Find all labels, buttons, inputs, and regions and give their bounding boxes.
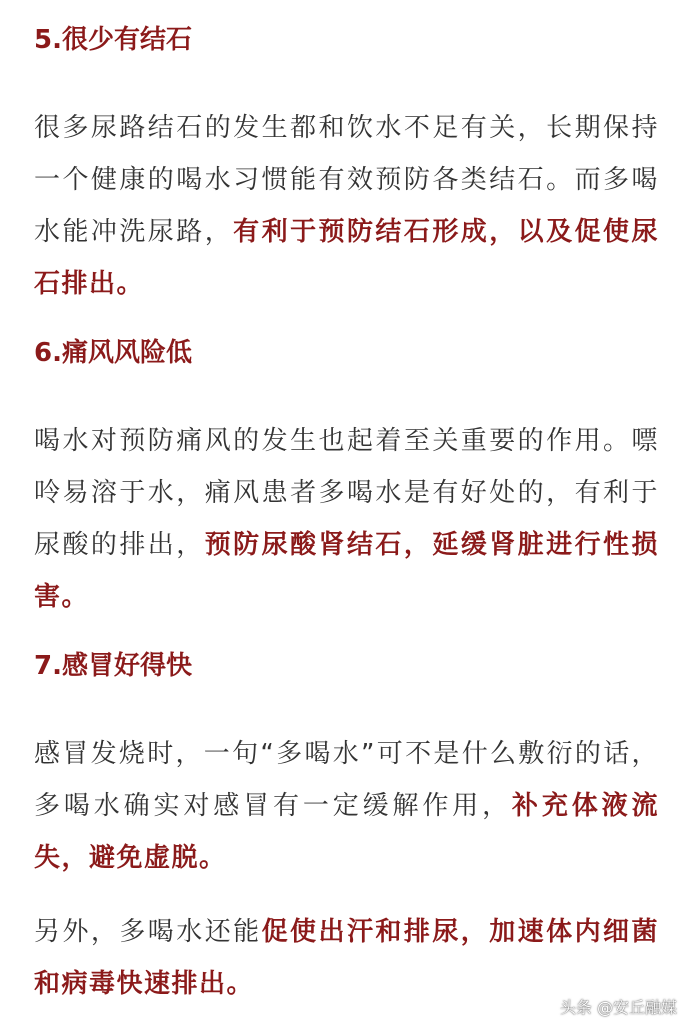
paragraph-kidney-stones [34, 102, 659, 310]
paragraph-text: 另外，多喝水还能 [34, 917, 262, 947]
paragraph-text: 很多尿路结石的发生都和饮水不足有关，长期保持一个健康的喝水习惯能有效预防各类结石。而多喝水能冲洗尿路， [34, 113, 659, 247]
section-heading-7: 7.感冒好得快 [34, 651, 192, 681]
highlight-text: 预防尿酸肾结石，延缓肾脏进行性损害。 [34, 530, 659, 612]
highlight-text: 补充体液流失，避免虚脱。 [34, 791, 659, 873]
source-watermark: 头条 @安丘融媒 [559, 998, 677, 1017]
paragraph-text: 喝水对预防痛风的发生也起着至关重要的作用。嘌呤易溶于水，痛风患者多喝水是有好处的，有利于尿酸的排出， [34, 426, 659, 560]
paragraph-text: 感冒发烧时，一句“多喝水”可不是什么敷衍的话，多喝水确实对感冒有一定缓解作用， [34, 739, 659, 821]
section-heading-6: 6.痛风风险低 [34, 338, 192, 368]
paragraph-cold [34, 728, 659, 884]
paragraph-gout [34, 415, 659, 623]
highlight-text: 促使出汗和排尿，加速体内细菌和病毒快速排出。 [34, 917, 659, 999]
section-heading-5: 5.很少有结石 [34, 25, 192, 55]
highlight-text: 有利于预防结石形成，以及促使尿石排出。 [34, 217, 659, 299]
